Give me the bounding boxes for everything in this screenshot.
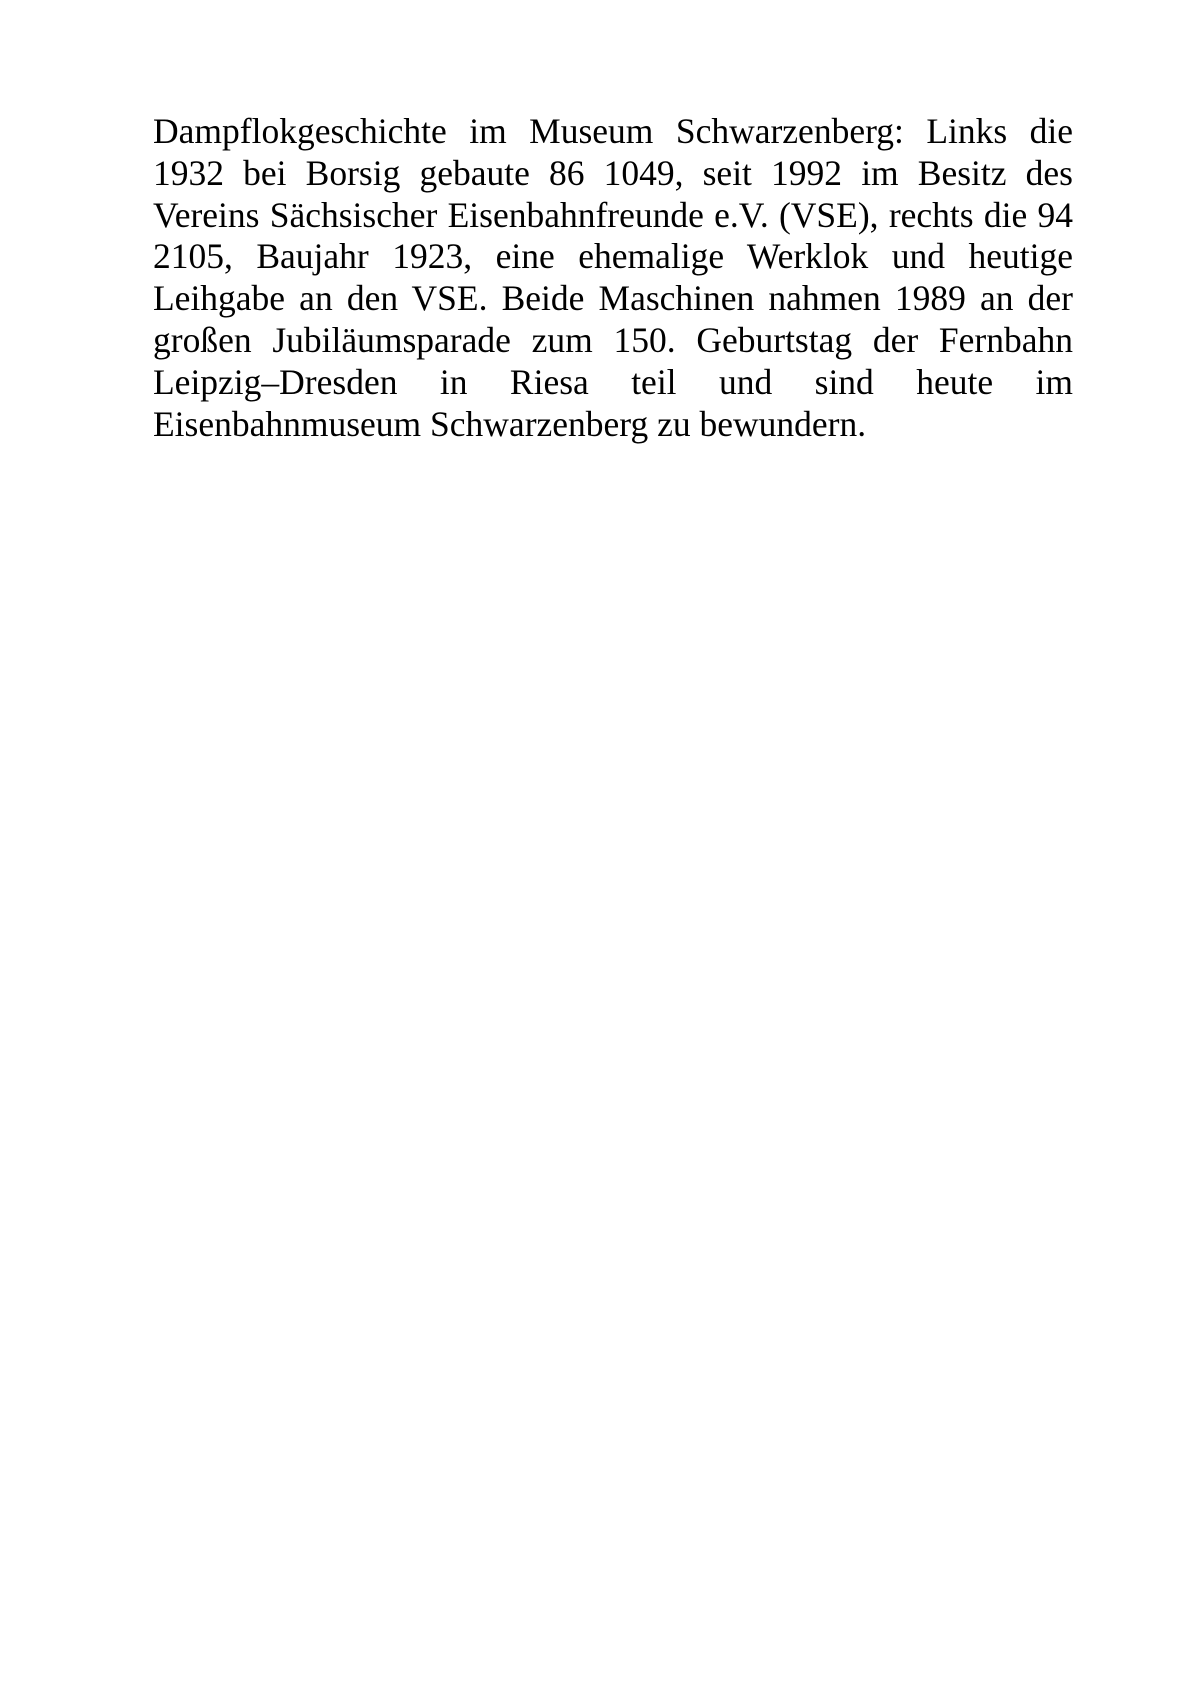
caption-paragraph: Dampflokgeschichte im Museum Schwarzenberg: Links die 1932 bei Borsig gebaute 86 1049, seit 1992 im Besitz des Vereins Sächsischer Eisenbahnfreunde e.V. (VSE), rechts die 94 2105, Baujahr 1923, eine ehemalige Werklok und heutige Leihgabe an den VSE. Beide Maschinen nahmen 1989 an der großen Jubiläumsparade zum 150. Geburtstag der Fernbahn Leipzig–Dresden in Riesa teil und sind heute im Eisenbahnmuseum Schwarzenberg zu bewundern. — [153, 111, 1073, 444]
